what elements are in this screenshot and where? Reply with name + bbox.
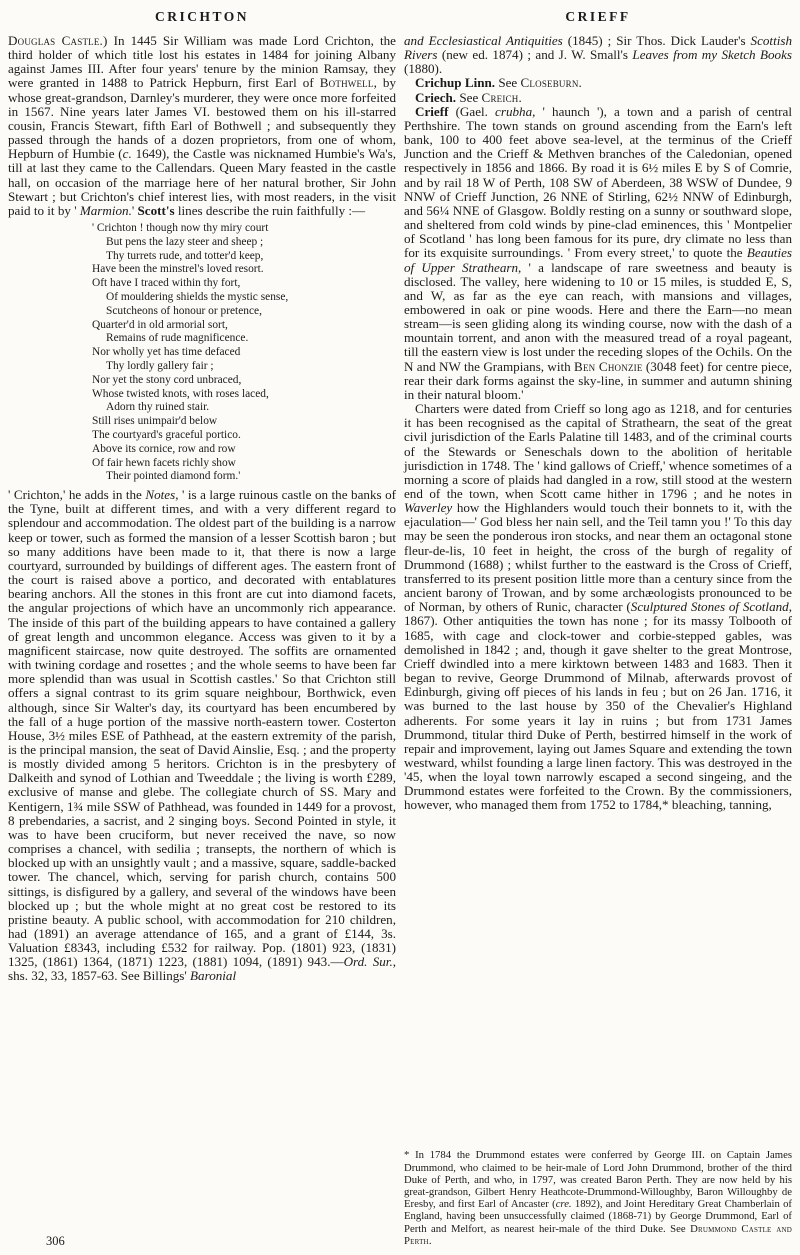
right-column: [404, 34, 792, 1247]
text-run: Criech.: [415, 89, 457, 105]
text-run: , shs. 32, 33, 1857-63. See Billings': [8, 954, 396, 984]
text-run: .: [428, 1234, 432, 1247]
text-run: .: [578, 75, 582, 91]
text-run: Scott's: [137, 202, 175, 218]
text-run: Notes: [145, 487, 176, 503]
footnote: [404, 1141, 792, 1247]
text-run: , ' haunch '), a town and a parish of central Perthshire. The town stands on ground ascending from the Earn's left bank, 100 to 400 feet above sea-level, at the terminus of the Crieff Junction and the Crieff & Methven branches of the Caledonian, opened respectively in 1856 and 1866. By road it is 6½ miles E by S of Comrie, and by rail 18 W of Perth, 108 SW of Aberdeen, 38 WSW of Dundee, 9 NNW of Crieff Junction, 26 NNE of Stirling, 62½ NNW of Edinburgh, and 56¼ NNE of Glasgow. Boldly resting on a sunny or southward slope, and sheltered from cold winds by pine-clad eminences, this ' Montpelier of Scotland ' has long been famous for its pure, dry climate no less than for its exquisite surroundings. ' From every street,' to quote the: [404, 103, 792, 261]
poem-line: Thy turrets rude, and totter'd keep,: [106, 249, 264, 262]
text-run: Ord. Sur.: [343, 954, 393, 970]
text-run: Drummond Castle and Perth: [404, 1222, 792, 1247]
poem-line: Nor wholly yet has time defaced: [92, 346, 241, 359]
text-run: Sculptured Stones of Scotland: [630, 599, 789, 615]
poem-line: Thy lordly gallery fair ;: [106, 360, 214, 372]
poem-line: Their pointed diamond form.': [106, 470, 241, 483]
text-run: Baronial: [190, 968, 237, 984]
poem-block: [92, 222, 396, 484]
text-run: ' Crichton,' he adds in the: [8, 487, 146, 503]
poem-line: Quarter'd in old armorial sort,: [92, 318, 228, 331]
page-number: 306: [46, 1234, 65, 1248]
text-run: (1845) ; Sir Thos. Dick Lauder's: [562, 33, 751, 48]
poem-line: Of mouldering shields the mystic sense,: [106, 291, 289, 304]
poem-line: The courtyard's graceful portico.: [92, 428, 241, 441]
text-run: Leaves from my Sketch Books: [632, 47, 792, 63]
poem-line: Adorn thy ruined stair.: [106, 401, 210, 414]
crieff-entry-paragraph: [404, 105, 792, 402]
text-run: (new ed. 1874) ; and J. W. Small's: [437, 47, 633, 63]
text-run: * In 1784 the Drummond estates were conferred by George III. on Captain James Drummond, who claimed to be heir-male of Lord John Drummond, brother of the third Duke of Perth, and who, in 1797, was created Baron Perth. They are now held by his great-grandson, Gilbert Henry Heathcote-Drummond-Willoughby, Baron Willoughby de Eresby, and first Earl of Ancaster (: [404, 1149, 792, 1211]
poem-line: Nor yet the stony cord unbraced,: [92, 373, 242, 386]
text-run: (1880).: [404, 61, 443, 77]
text-run: Waverley: [404, 500, 453, 516]
text-run: 1649), the Castle was nicknamed Humbie's Wa's, till at last they came to the Callendars. Queen Mary feasted in the castle hall, on occasion of the marriage here of her natural brother, Sir John Stewart ; but Crichton's chief interest lies, with most readers, in the visit paid to it by ': [8, 146, 396, 218]
crichton-paragraph-notes: [8, 488, 396, 983]
crossref-crichup-linn: [404, 76, 792, 90]
text-run: ': [131, 202, 138, 218]
references-paragraph-continuation: [404, 34, 792, 76]
poem-line: But pens the lazy steer and sheep ;: [106, 235, 264, 248]
crossref-criech: [404, 91, 792, 105]
text-run: Marmion.: [79, 202, 132, 218]
poem-line: Remains of rude magnificence.: [106, 332, 249, 345]
text-run: Closeburn: [520, 75, 579, 91]
text-run: See: [456, 89, 482, 105]
text-run: cre.: [555, 1198, 572, 1211]
text-run: .: [518, 89, 522, 105]
text-run: (Gael.: [448, 103, 496, 119]
crieff-charters-paragraph: [404, 402, 792, 813]
text-run: crubha: [495, 103, 533, 119]
text-run: , 1867). Other antiquities the town has none ; for its massy Tolbooth of 1685, with cage and clock-tower and corbie-stepped gables, was demolished in 1842 ; and, though it gave shelter to the great Montrose, Crieff dwindled into a mere kirktown between 1483 and 1683. Then it began to revive, George Drummond of Milnab, afterwards provost of Edinburgh, giving off pieces of his lands in feu ; but on 26 Jan. 1716, it was burned to the last house by 350 of the Chevalier's Highland adherents. For some years it lay in ruins ; but from 1731 James Drummond, titular third Duke of Perth, bestirred himself in the work of repair and improvement, laying out James Square and extending the town westward, whilst founding a large linen factory. This was destroyed in the '45, when the loyal town narrowly escaped a second singeing, and the Drummond estates were forfeited to the Crown. By the commissioners, however, who managed them from 1752 to 1784,* bleaching, tanning,: [404, 599, 792, 813]
poem-line: ' Crichton ! though now thy miry court: [92, 222, 269, 235]
text-run: c.: [122, 146, 132, 162]
text-run: Ben Chonzie: [574, 358, 643, 374]
text-run: See: [495, 75, 521, 91]
text-run: Crichup Linn.: [415, 75, 496, 91]
poem-line: Above its cornice, row and row: [92, 442, 236, 455]
text-run: , ' is a large ruinous castle on the banks of the Tyne, built at different times, and with a very different regard to splendour and accommodation. The oldest part of the building is a narrow keep or tower, such as formed the mansion of a lesser Scottish baron ; but so many additions have been made to it, that there is now a large courtyard, surrounded by buildings of different ages. The eastern front of the court is raised above a portico, and decorated with entablatures bearing anchors. All the stones in this front are cut into diamond facets, the angular projections of which have an uncommonly rich appearance. The inside of this part of the building appears to have contained a gallery of great length and uncommon elegance. Access was given to it by a magnificent staircase, now quite destroyed. The soffits are ornamented with twining cordage and rosettes ; and the whole seems to have been far more splendid than was usual in Scottish castles.' So that Crichton still offers a signal contrast to its grim square neighbour, Borthwick, even although, since Sir Walter's day, its courtyard has been encumbered by the fall of a huge portion of the massive north-eastern tower. Costerton House, 3½ miles ESE of Pathhead, at the eastern extremity of the parish, is the principal mansion, the seat of David Ainslie, Esq. ; and the property is mostly divided among 5 heritors. Crichton is in the presbytery of Dalkeith and synod of Lothian and Tweeddale ; the living is worth £289, exclusive of manse and glebe. The collegiate church of SS. Mary and Kentigern, 1¾ mile SSW of Pathhead, was founded in 1449 for a provost, 8 prebendaries, a sacrist, and 2 singing boys. Second Pointed in style, it was to have been cruciform, but never received the nave, so now comprises a chancel, with sedilia ; transepts, the northern of which is blocked up with an unsightly vault ; and a massive, square, saddle-backed tower. The chancel, which, serving for parish church, contains 500 sittings, is disfigured by a gallery, and several of the windows have been blocked up ; but the whole might at no great cost be restored to its pristine beauty. A public school, with accommodation for 210 children, had (1891) an average attendance of 165, and a grant of £144, 3s. Valuation £8343, including £532 for railway. Pop. (1801) 923, (1831) 1325, (1861) 1364, (1871) 1223, (1881) 1094, (1891) 943.—: [8, 487, 396, 970]
poem-line: Oft have I traced within thy fort,: [92, 277, 241, 290]
text-run: Douglas Castle.): [8, 33, 108, 48]
left-column: [8, 34, 396, 1247]
poem-line: Whose twisted knots, with roses laced,: [92, 387, 269, 400]
text-run: how the Highlanders would touch their bonnets to it, with the ejaculation—' God bless her nain sell, and the Teil tamn you !' To this day may be seen the ponderous iron stocks, and near them an octagonal stone fleur-de-lis, 10 feet in height, the cross of the burgh of regality of Drummond (1688) ; whilst further to the eastward is the Cross of Crieff, transferred to its present position little more than a century since from the ancient barony of Trowan, and by some archæologists pronounced to be of Norman, by others of Runic, character (: [404, 500, 792, 615]
poem-line: Scutcheons of honour or pretence,: [106, 304, 262, 317]
text-run: Creich: [481, 89, 519, 105]
poem-line: Of fair hewn facets richly show: [92, 456, 236, 469]
text-run: , ' a landscape of rare sweetness and beauty is disclosed. The valley, here widening to 10 or 15 miles, is studded E, S, and W, as far as the eye can reach, with mansions and villages, embowered in oak or pine woods. Here and there the Earn—no mean stream—is seen gliding along its winding course, now with the dash of a mountain torrent, and anon with the measured tread of a royal pageant, till the eastern view is lost under the receding slopes of the Ochils. On the N and NW the Grampians, with: [404, 259, 792, 374]
text-run: Crieff: [415, 103, 449, 119]
text-run: Scottish Rivers: [404, 33, 792, 63]
left-column-header: CRICHTON: [154, 9, 249, 24]
text-run: Bothwell: [319, 75, 374, 91]
text-run: , by whose great-grandson, Darnley's murderer, they were once more forfeited in 1567. Nine years later James VI. bestowed them on his ill-starred cousin, Francis Stewart, fifth Earl of Bothwell ; and subsequently they passed through the hands of a dozen proprietors, from one of whom, Hepburn of Humbie (: [8, 75, 396, 162]
text-run: In 1445 Sir William was made Lord Crichton, the third holder of which title lost his estates in 1484 for joining Albany against James III. After four years' tenure by the minion Ramsay, they were granted in 1488 to Patrick Hepburn, first Earl of: [8, 33, 396, 91]
text-run: 1892), and Joint Hereditary Great Chamberlain of England, having been unsuccessfully claimed (1868-71) by George Drummond, Earl of Perth and Melfort, as nearest heir-male of the third Duke. See: [404, 1198, 792, 1235]
poem-line: Have been the minstrel's loved resort.: [92, 263, 264, 276]
right-column-header: CRIEFF: [565, 9, 631, 24]
text-run: (3048 feet) for centre piece, rear their dark forms against the sky-line, in summer and autumn shining in their natural bloom.': [404, 358, 792, 402]
poem-line: Still rises unimpair'd below: [92, 415, 218, 428]
text-run: Beauties of Upper Strathearn: [404, 245, 792, 275]
text-run: lines describe the ruin faithfully :—: [174, 202, 366, 218]
text-run: and Ecclesiastical Antiquities: [404, 33, 563, 48]
text-run: Charters were dated from Crieff so long ago as 1218, and for centuries it has been recognised as the capital of Strathearn, the seat of the great civil jurisdiction of the Earls Palatine till 1483, and of the criminal courts of the Stewards or Seneschals down to the abolition of heritable jurisdiction in 1748. The ' kind gallows of Crieff,' whence sometimes of a morning a score of plaids had dangled in a row, still stood at the western end of the town, when Scott came hither in 1796 ; and he notes in: [404, 401, 792, 501]
crichton-paragraph-continuation: [8, 34, 396, 218]
